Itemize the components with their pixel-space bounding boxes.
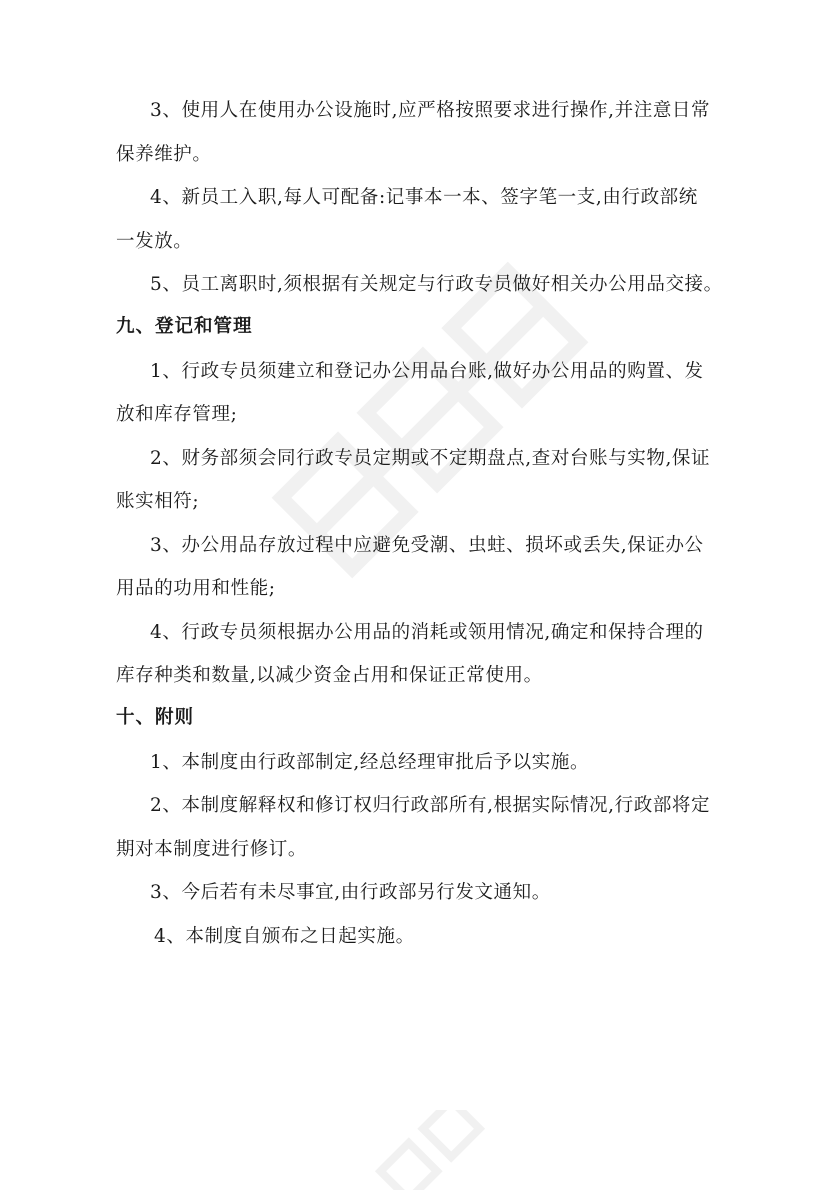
section-heading: 十、附则 bbox=[116, 707, 195, 728]
paragraph-line: 5、员工离职时,须根据有关规定与行政专员做好相关办公用品交接。 bbox=[150, 274, 723, 295]
paragraph-line: 期对本制度进行修订。 bbox=[116, 839, 308, 860]
paragraph-line: 1、本制度由行政部制定,经总经理审批后予以实施。 bbox=[150, 752, 590, 773]
paragraph-line: 3、办公用品存放过程中应避免受潮、虫蛀、损坏或丢失,保证办公 bbox=[150, 535, 704, 556]
paragraph-line: 3、使用人在使用办公设施时,应严格按照要求进行操作,并注意日常 bbox=[150, 100, 711, 121]
paragraph-line: 1、行政专员须建立和登记办公用品台账,做好办公用品的购置、发 bbox=[150, 361, 704, 382]
paragraph-line: 用品的功用和性能; bbox=[116, 578, 276, 599]
paragraph-line: 库存种类和数量,以减少资金占用和保证正常使用。 bbox=[116, 665, 543, 686]
paragraph-line: 2、本制度解释权和修订权归行政部所有,根据实际情况,行政部将定 bbox=[150, 795, 711, 816]
paragraph-line: 一发放。 bbox=[116, 231, 193, 252]
paragraph-line: 4、本制度自颁布之日起实施。 bbox=[154, 926, 415, 947]
paragraph-line: 3、今后若有未尽事宜,由行政部另行发文通知。 bbox=[150, 882, 551, 903]
paragraph-line: 账实相符; bbox=[116, 491, 200, 512]
section-heading: 九、登记和管理 bbox=[116, 316, 253, 337]
paragraph-line: 4、行政专员须根据办公用品的消耗或领用情况,确定和保持合理的 bbox=[150, 622, 704, 643]
paragraph-line: 2、财务部须会同行政专员定期或不定期盘点,查对台账与实物,保证 bbox=[150, 448, 711, 469]
paragraph-line: 4、新员工入职,每人可配备:记事本一本、签字笔一支,由行政部统 bbox=[150, 187, 698, 208]
paragraph-line: 放和库存管理; bbox=[116, 404, 238, 425]
watermark-logo-bottom bbox=[360, 1110, 500, 1190]
paragraph-line: 保养维护。 bbox=[116, 144, 212, 165]
